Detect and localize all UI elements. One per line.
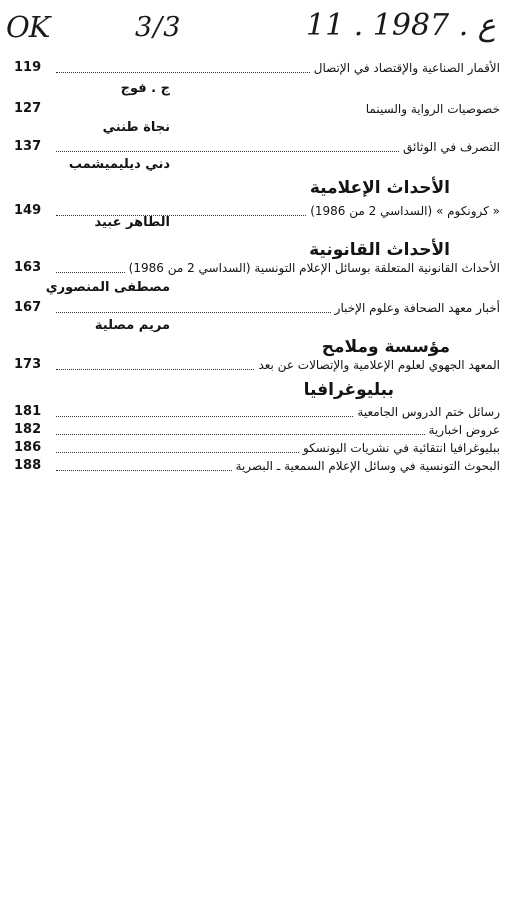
page-number: 127 (14, 101, 42, 116)
page-number: 149 (14, 203, 42, 218)
dot-leader (56, 72, 310, 73)
section-heading: مؤسسة وملامح (321, 337, 450, 357)
entry-title: خصوصيات الرواية والسينما (365, 102, 500, 116)
author-name: مصطفى المنصوري (45, 280, 170, 295)
dot-leader (56, 416, 353, 417)
entry-title: أخبار معهد الصحافة وعلوم الإخبار (334, 301, 500, 315)
author-name: نجاة طنني (102, 120, 170, 135)
dot-leader (56, 452, 299, 453)
entry-title: التصرف في الوثائق (403, 140, 500, 154)
dot-leader (56, 434, 425, 435)
entry-title: الأقمار الصناعية والإقتصاد في الإتصال (313, 61, 500, 75)
page-number: 188 (14, 458, 42, 473)
section-heading: ببليوغرافيا (303, 380, 394, 400)
toc-row-2 (0, 98, 514, 120)
entry-title: ببليوغرافيا انتقائية في نشريات اليونسكو (302, 441, 500, 455)
section-heading: الأحداث الإعلامية (309, 178, 450, 198)
page-number: 173 (14, 357, 42, 372)
page-number: 167 (14, 300, 42, 315)
entry-title: البحوث التونسية في وسائل الإعلام السمعية ـ البصرية (235, 459, 500, 473)
handwritten-page-count: 3/3 (135, 12, 182, 43)
section-heading: الأحداث القانونية (309, 240, 450, 260)
entry-title: عروض اخبارية (428, 423, 500, 437)
entry-title: رسائل ختم الدروس الجامعية (357, 405, 500, 419)
page-number: 186 (14, 440, 42, 455)
toc-row-7 (0, 354, 514, 376)
page-number: 181 (14, 404, 42, 419)
entry-title: الأحداث القانونية المتعلقة بوسائل الإعلام التونسية (السداسي 2 من 1986) (128, 261, 500, 275)
author-name: ج . فوج (120, 81, 170, 96)
page-number: 137 (14, 139, 42, 154)
toc-row-11 (0, 455, 514, 477)
entry-title: المعهد الجهوي لعلوم الإعلامية والإتصالات عن بعد (258, 358, 500, 372)
page-number: 119 (14, 60, 42, 75)
dot-leader (56, 151, 399, 152)
handwritten-date: 11 . ع . 1987 (306, 8, 496, 43)
handwritten-ok: OK (6, 10, 50, 44)
toc-row-5 (0, 257, 514, 279)
page-number: 163 (14, 260, 42, 275)
dot-leader (56, 272, 125, 273)
toc-row-1 (0, 57, 514, 79)
dot-leader (56, 470, 232, 471)
author-name: دني ديليميشمب (68, 157, 170, 172)
entry-title: « كرونكوم » (السداسي 2 من 1986) (310, 204, 500, 218)
dot-leader (56, 312, 331, 313)
author-name: الطاهر عبيد (94, 215, 170, 230)
page-number: 182 (14, 422, 42, 437)
author-name: مريم مصلية (94, 318, 170, 333)
dot-leader (56, 369, 254, 370)
